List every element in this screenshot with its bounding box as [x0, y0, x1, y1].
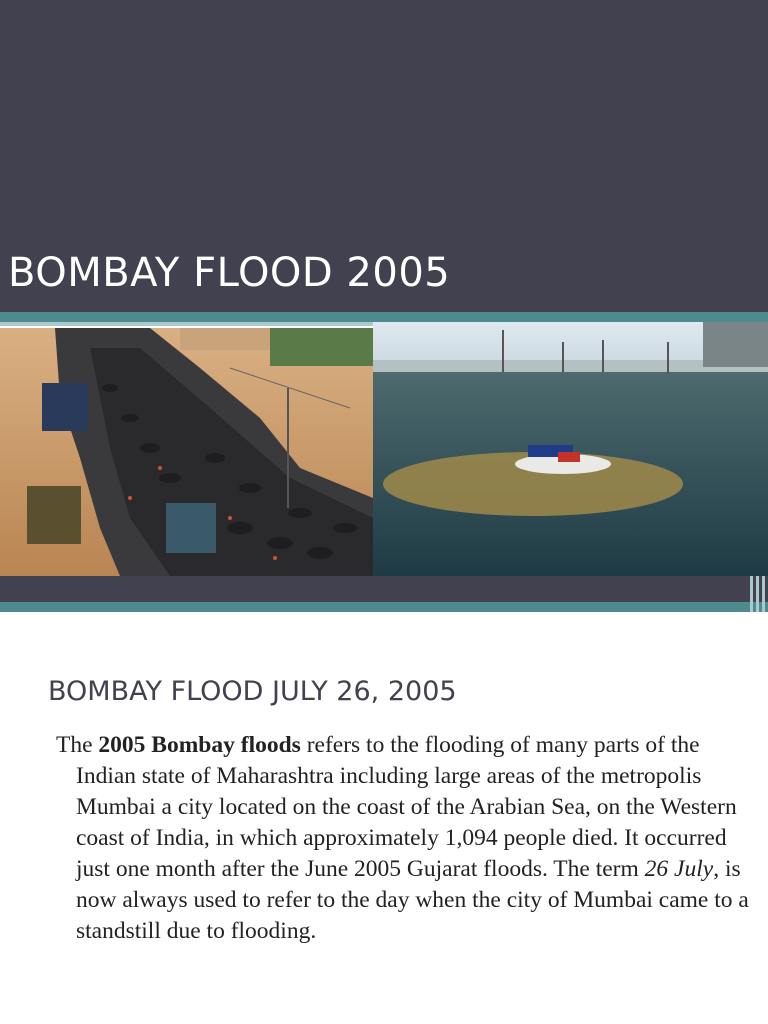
teal-divider-top — [0, 312, 768, 322]
flood-crowd-photo — [0, 328, 373, 576]
body-text-bold: 2005 Bombay floods — [98, 732, 301, 758]
stripe-end — [762, 576, 765, 612]
bottom-band — [0, 576, 768, 602]
stripe-end — [750, 576, 753, 612]
submerged-car-photo — [373, 322, 768, 576]
slide-1-title: BOMBAY FLOOD 2005 — [8, 250, 451, 296]
body-text-part: , is now always used to refer to the day when the city of Mumbai came to a standstill due to flooding. — [76, 856, 749, 944]
stripe-end — [756, 576, 759, 612]
body-text-italic: 26 July — [644, 856, 714, 882]
slide-2-title: BOMBAY FLOOD JULY 26, 2005 — [48, 676, 457, 707]
teal-divider-bottom — [0, 602, 768, 612]
body-paragraph — [56, 730, 756, 947]
body-text-part: The — [56, 732, 99, 758]
body-text-part: refers to the flooding of many parts of the Indian state of Maharashtra including large areas of the metropolis Mumbai a city located on the coast of the Arabian Sea, on the Western coast of India, in which approximately 1,094 people died. It occurred just one month after the June 2005 Gujarat floods. The term — [76, 732, 737, 882]
